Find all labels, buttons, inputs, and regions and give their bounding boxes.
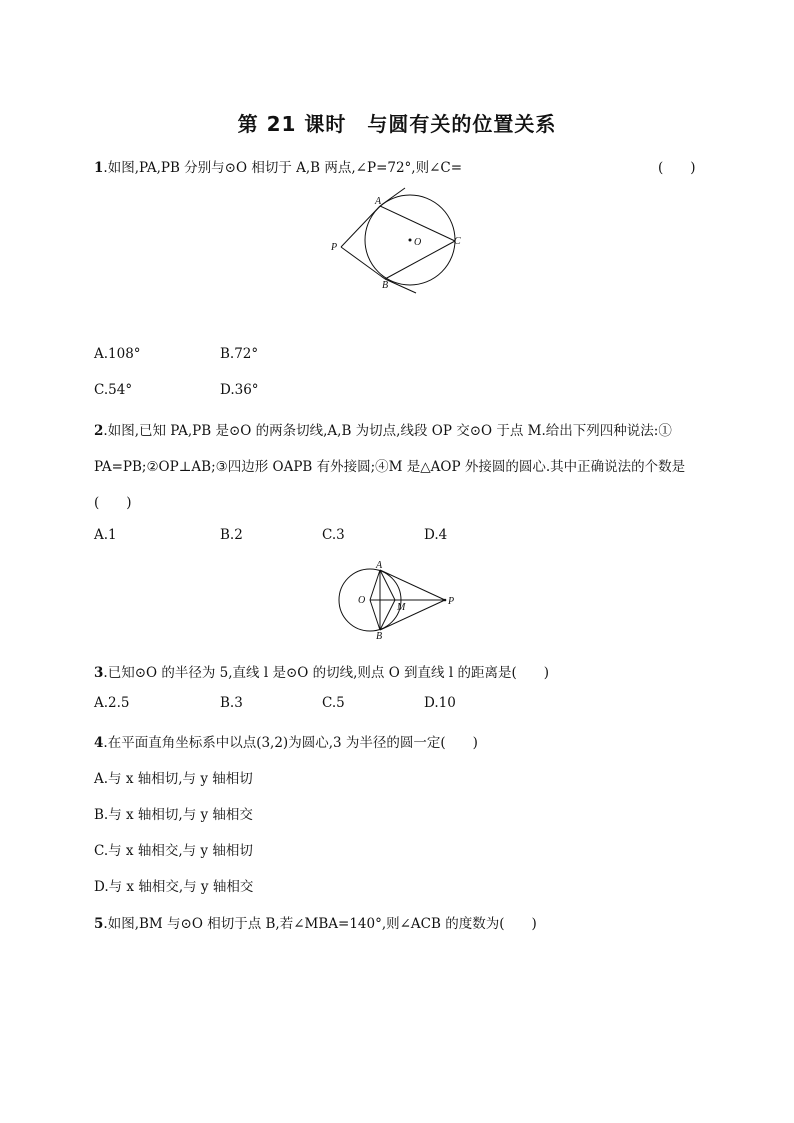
option-d: D.与 x 轴相交,与 y 轴相交: [94, 879, 254, 895]
option-b: B.3: [220, 695, 243, 711]
question-1: [94, 156, 462, 176]
option-c: C.54°: [94, 382, 133, 398]
option-b: B.72°: [220, 346, 259, 362]
tangent-pa-extension: [380, 188, 405, 206]
question-number: 5: [94, 916, 104, 932]
option-a: A.108°: [94, 346, 141, 362]
question-text-line1: .如图,已知 PA,PB 是⊙O 的两条切线,A,B 为切点,线段 OP 交⊙O 于点 M.给出下列四种说法:①: [103, 423, 672, 439]
label-p: P: [448, 596, 455, 607]
option-d: D.10: [424, 695, 456, 711]
question-number: 1: [94, 160, 104, 176]
label-o: O: [414, 237, 422, 248]
question-text: .如图,PA,PB 分别与⊙O 相切于 A,B 两点,∠P=72°,则∠C=: [103, 160, 463, 176]
question-number: 4: [94, 735, 104, 751]
option-d: D.4: [424, 527, 448, 543]
radius-oa: [370, 570, 380, 600]
option-b: B.2: [220, 527, 243, 543]
question-2: [94, 419, 672, 439]
question-number: 2: [94, 423, 104, 439]
option-c: C.3: [322, 527, 345, 543]
tangent-pb-extension: [385, 279, 416, 293]
question-text: .在平面直角坐标系中以点(3,2)为圆心,3 为半径的圆一定( ): [103, 735, 478, 751]
answer-paren: ( ): [94, 495, 132, 511]
label-a: A: [375, 196, 382, 207]
option-a: A.2.5: [94, 695, 130, 711]
label-a: A: [376, 560, 383, 571]
label-m: M: [397, 602, 406, 613]
option-c: C.与 x 轴相交,与 y 轴相切: [94, 843, 253, 859]
label-b: B: [376, 631, 383, 640]
option-c: C.5: [322, 695, 345, 711]
tangent-pb: [341, 247, 385, 279]
option-d: D.36°: [220, 382, 259, 398]
question-text: .如图,BM 与⊙O 相切于点 B,若∠MBA=140°,则∠ACB 的度数为( ): [103, 916, 537, 932]
page-title: 第 21 课时 与圆有关的位置关系: [237, 112, 557, 136]
question-number: 3: [94, 665, 104, 681]
center-dot: [409, 239, 412, 242]
label-o: O: [358, 595, 366, 606]
label-p: P: [331, 242, 338, 253]
question-3: [94, 661, 549, 681]
answer-paren: ( ): [658, 160, 696, 176]
option-a: A.1: [94, 527, 117, 543]
option-a: A.与 x 轴相切,与 y 轴相切: [94, 771, 253, 787]
point-p-dot: [444, 599, 447, 602]
label-b: B: [382, 280, 389, 291]
question-text-line2: PA=PB;②OP⊥AB;③四边形 OAPB 有外接圆;④M 是△AOP 外接圆的圆心.其中正确说法的个数是: [94, 459, 686, 475]
question-text: .已知⊙O 的半径为 5,直线 l 是⊙O 的切线,则点 O 到直线 l 的距离是( ): [103, 665, 549, 681]
figure-q1: [320, 184, 480, 298]
question-5: [94, 912, 537, 932]
figure-q2: [330, 560, 460, 640]
tangent-pa: [380, 570, 445, 600]
tangent-pa: [341, 206, 380, 247]
question-4: [94, 731, 478, 751]
chord-ac: [380, 206, 455, 241]
label-c: C: [454, 236, 461, 247]
radius-ob: [370, 600, 380, 630]
option-b: B.与 x 轴相切,与 y 轴相交: [94, 807, 253, 823]
tangent-pb: [380, 600, 445, 630]
